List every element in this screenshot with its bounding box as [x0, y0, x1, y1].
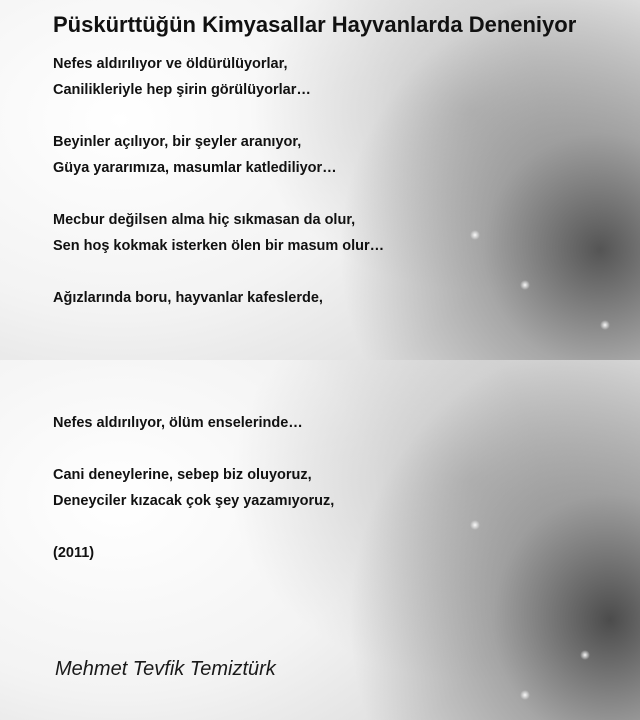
sparkle-decoration	[520, 280, 530, 290]
poem-line: Mecbur değilsen alma hiç sıkmasan da olur,	[53, 212, 356, 228]
poem-line: Ağızlarında boru, hayvanlar kafeslerde,	[53, 290, 323, 306]
poem-panel-bottom	[0, 360, 640, 720]
poem-line: Nefes aldırılıyor, ölüm enselerinde…	[53, 415, 303, 431]
poem-line: Sen hoş kokmak isterken ölen bir masum olur…	[53, 238, 385, 254]
poem-line: Beyinler açılıyor, bir şeyler aranıyor,	[53, 134, 302, 150]
sparkle-decoration	[470, 230, 480, 240]
poem-line: Güya yararımıza, masumlar katlediliyor…	[53, 160, 337, 176]
poem-title: Püskürttüğün Kimyasallar Hayvanlarda Deneniyor	[53, 12, 577, 37]
sparkle-decoration	[520, 690, 530, 700]
poem-line: Nefes aldırılıyor ve öldürülüyorlar,	[53, 56, 288, 72]
sparkle-decoration	[580, 650, 590, 660]
poem-body-top	[53, 51, 384, 311]
poem-line: Cani deneylerine, sebep biz oluyoruz,	[53, 467, 312, 483]
poem-body-bottom	[53, 410, 334, 566]
sparkle-decoration	[600, 320, 610, 330]
poem-line: Canilikleriyle hep şirin görülüyorlar…	[53, 82, 311, 98]
poem-year: (2011)	[53, 545, 95, 561]
sparkle-decoration	[470, 520, 480, 530]
poem-author: Mehmet Tevfik Temiztürk	[55, 658, 276, 680]
poem-line: Deneyciler kızacak çok şey yazamıyoruz,	[53, 493, 335, 509]
